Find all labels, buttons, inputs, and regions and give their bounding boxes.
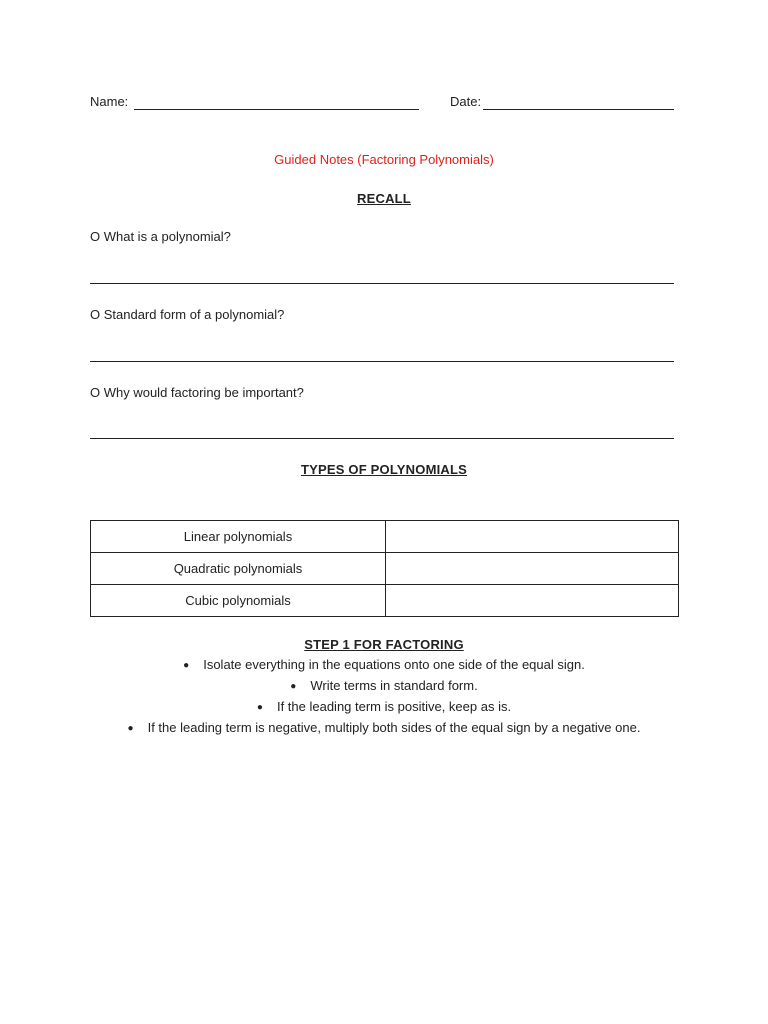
bullet-icon: ● bbox=[127, 723, 134, 734]
step1-bullet-list bbox=[0, 655, 768, 739]
recall-question-3: O Why would factoring be important? bbox=[90, 385, 304, 400]
recall-question-1: O What is a polynomial? bbox=[90, 229, 231, 244]
date-field-line[interactable] bbox=[483, 109, 674, 110]
bullet-text: If the leading term is positive, keep as is. bbox=[276, 699, 512, 714]
bullet-icon: ● bbox=[290, 681, 297, 692]
type-label-quadratic: Quadratic polynomials bbox=[91, 553, 386, 585]
recall-question-2: O Standard form of a polynomial? bbox=[90, 307, 285, 322]
bullet-icon: ● bbox=[256, 702, 263, 713]
table-row bbox=[91, 553, 679, 585]
type-answer-cell-quadratic[interactable] bbox=[386, 553, 679, 585]
types-table bbox=[90, 520, 679, 617]
type-label-linear: Linear polynomials bbox=[91, 521, 386, 553]
page-title: Guided Notes (Factoring Polynomials) bbox=[274, 152, 494, 167]
types-heading: TYPES OF POLYNOMIALS bbox=[300, 462, 468, 477]
list-item bbox=[0, 655, 768, 676]
bullet-text: If the leading term is negative, multiply both sides of the equal sign by a negative one. bbox=[147, 720, 641, 735]
answer-line-2[interactable] bbox=[90, 361, 674, 362]
type-answer-cell-cubic[interactable] bbox=[386, 585, 679, 617]
type-label-cubic: Cubic polynomials bbox=[91, 585, 386, 617]
list-item bbox=[0, 697, 768, 718]
date-label: Date: bbox=[450, 94, 482, 109]
table-row bbox=[91, 521, 679, 553]
type-answer-cell-linear[interactable] bbox=[386, 521, 679, 553]
bullet-icon: ● bbox=[183, 660, 190, 671]
name-label: Name: bbox=[90, 94, 129, 109]
name-field-line[interactable] bbox=[134, 109, 419, 110]
list-item bbox=[0, 676, 768, 697]
recall-heading: RECALL bbox=[357, 191, 411, 206]
answer-line-1[interactable] bbox=[90, 283, 674, 284]
bullet-text: Isolate everything in the equations onto one side of the equal sign. bbox=[203, 657, 585, 672]
table-row bbox=[91, 585, 679, 617]
list-item bbox=[0, 718, 768, 739]
step1-heading: STEP 1 FOR FACTORING bbox=[304, 637, 464, 652]
bullet-text: Write terms in standard form. bbox=[310, 678, 478, 693]
answer-line-3[interactable] bbox=[90, 438, 674, 439]
